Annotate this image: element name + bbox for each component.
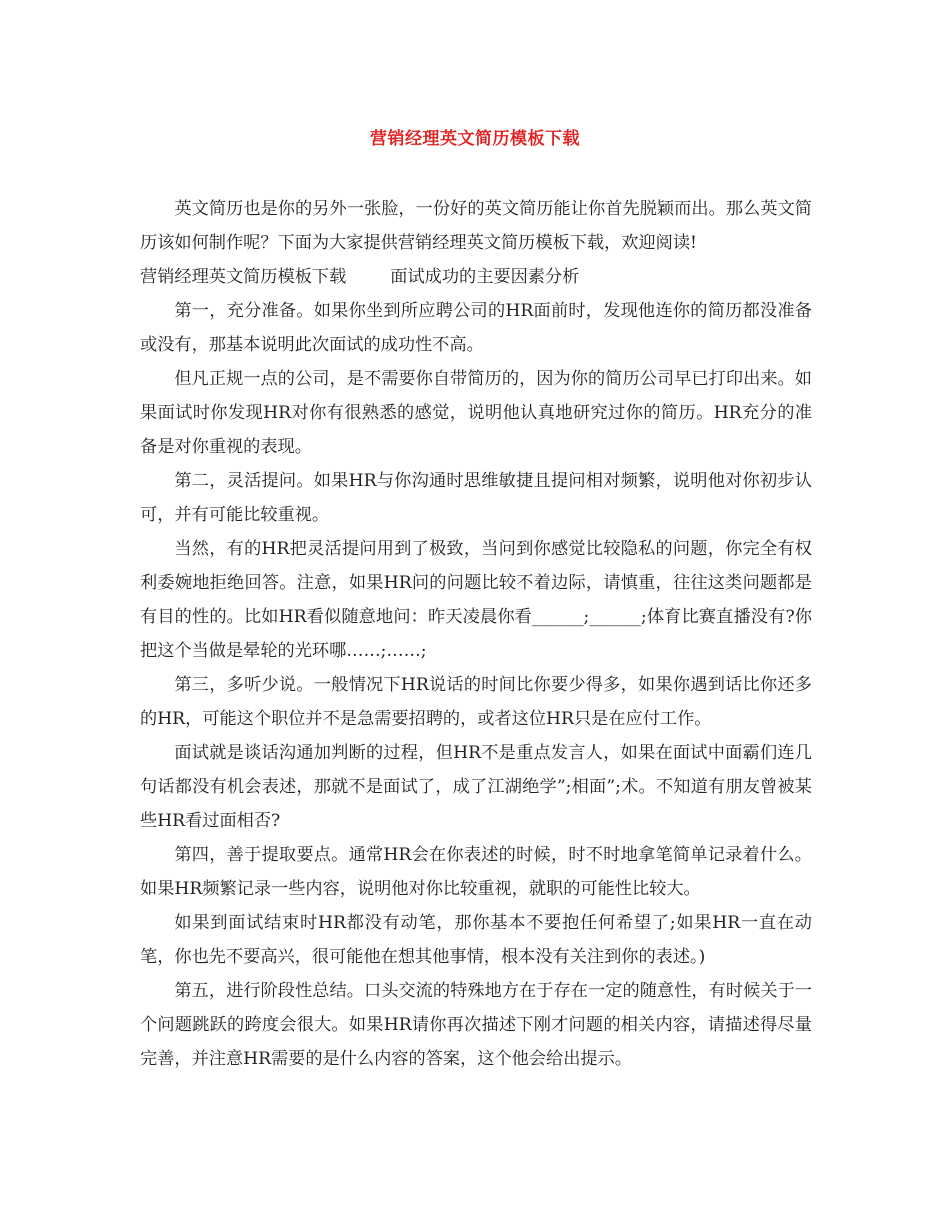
- paragraph-9: 第五，进行阶段性总结。口头交流的特殊地方在于存在一定的随意性，有时候关于一个问题跳跃的跨度会很大。如果HR请你再次描述下刚才问题的相关内容，请描述得尽量完善，并注意HR需要的是什么内容的答案，这个他会给出提示。: [140, 981, 812, 1069]
- subheading-line: [140, 260, 812, 294]
- paragraph-intro: 英文简历也是你的另外一张脸，一份好的英文简历能让你首先脱颖而出。那么英文简历该如何制作呢？下面为大家提供营销经理英文简历模板下载，欢迎阅读!: [140, 199, 812, 253]
- paragraph-3: 第二，灵活提问。如果HR与你沟通时思维敏捷且提问相对频繁，说明他对你初步认可，并有可能比较重视。: [140, 471, 812, 525]
- subheading-right: 面试成功的主要因素分析: [390, 267, 580, 287]
- paragraph-1: 第一，充分准备。如果你坐到所应聘公司的HR面前时，发现他连你的简历都没准备或没有，那基本说明此次面试的成功性不高。: [140, 301, 812, 355]
- paragraph-2: 但凡正规一点的公司，是不需要你自带简历的，因为你的简历公司早已打印出来。如果面试时你发现HR对你有很熟悉的感觉，说明他认真地研究过你的简历。HR充分的准备是对你重视的表现。: [140, 369, 812, 457]
- paragraph-6: 面试就是谈话沟通加判断的过程，但HR不是重点发言人，如果在面试中面霸们连几句话都没有机会表述，那就不是面试了，成了江湖绝学”;相面”;术。不知道有朋友曾被某些HR看过面相否?: [140, 743, 812, 831]
- paragraph-8: 如果到面试结束时HR都没有动笔，那你基本不要抱任何希望了;如果HR一直在动笔，你也先不要高兴，很可能他在想其他事情，根本没有关注到你的表述。): [140, 913, 812, 967]
- subheading-left: 营销经理英文简历模板下载: [140, 267, 347, 287]
- paragraph-7: 第四，善于提取要点。通常HR会在你表述的时候，时不时地拿笔简单记录着什么。如果HR频繁记录一些内容，说明他对你比较重视，就职的可能性比较大。: [140, 845, 812, 899]
- paragraph-4: 当然，有的HR把灵活提问用到了极致，当问到你感觉比较隐私的问题，你完全有权利委婉地拒绝回答。注意，如果HR问的问题比较不着边际，请慎重，往往这类问题都是有目的性的。比如HR看似随意地问：昨天凌晨你看______;______;体育比赛直播没有?你把这个当做是晕轮的光环哪……;……;: [140, 539, 812, 661]
- paragraph-5: 第三，多听少说。一般情况下HR说话的时间比你要少得多，如果你遇到话比你还多的HR，可能这个职位并不是急需要招聘的，或者这位HR只是在应付工作。: [140, 675, 812, 729]
- document-body: [140, 192, 812, 1076]
- document-title: 营销经理英文简历模板下载: [370, 129, 580, 149]
